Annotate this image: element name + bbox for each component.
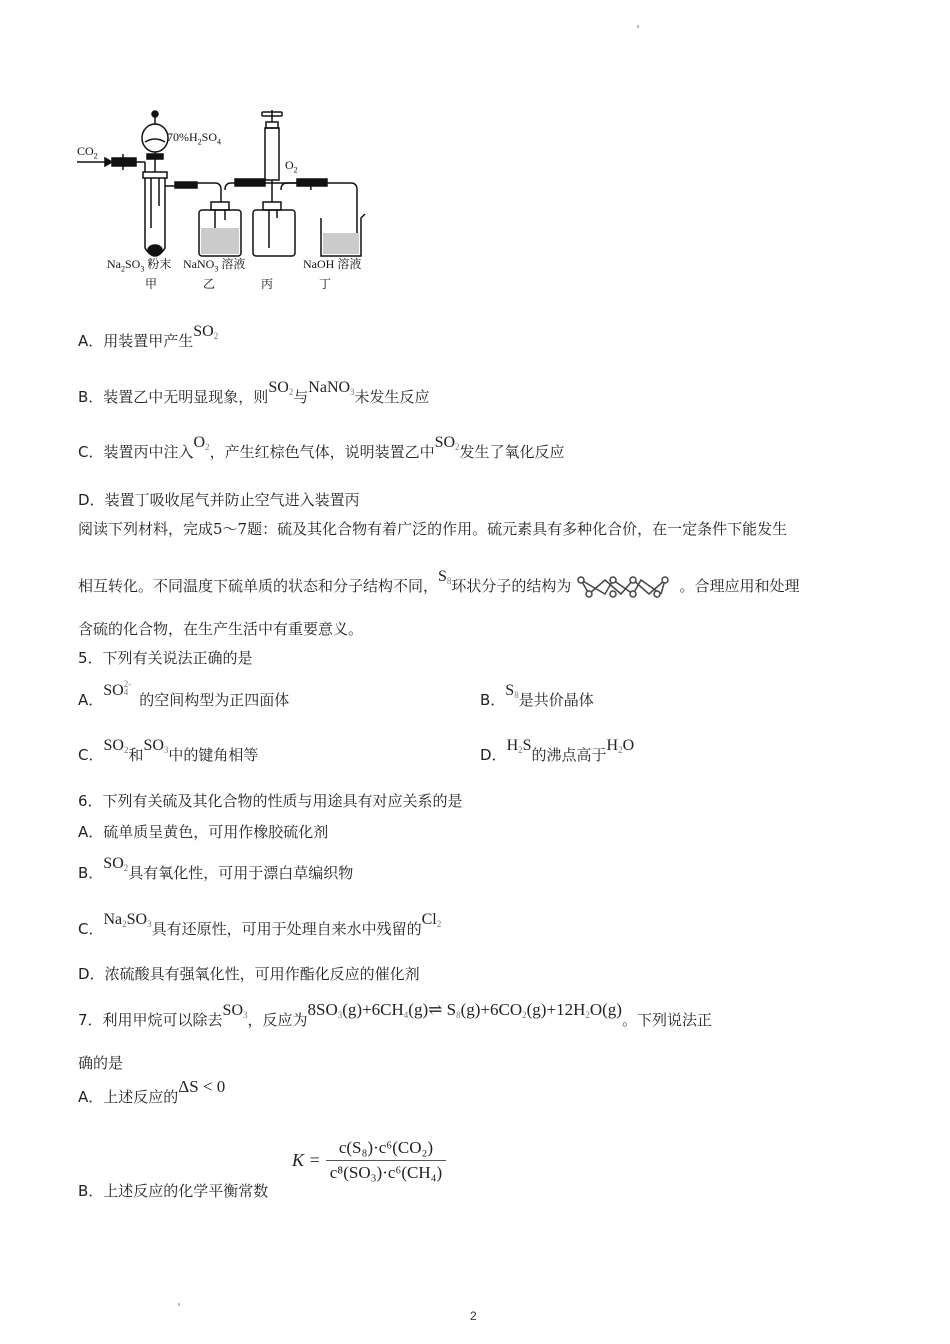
passage-text: 。合理应用和处理	[679, 577, 800, 595]
q4-option-d	[78, 490, 360, 510]
formula: NaNO$_3$	[308, 379, 355, 397]
q4-option-a	[78, 323, 219, 356]
option-text: 上述反应的化学平衡常数	[103, 1182, 269, 1200]
reagent-label-ding: NaOH 溶液	[303, 257, 362, 271]
q4-option-b	[78, 379, 430, 412]
q7-stem-line-1	[78, 1000, 712, 1035]
option-label: D．	[78, 965, 105, 983]
q7-stem-line-2: 确的是	[78, 1054, 124, 1072]
apparatus-name-bing: 丙	[261, 277, 274, 291]
formula: $Na_2SO_3$	[103, 911, 152, 929]
apparatus-name-yi: 乙	[203, 277, 216, 291]
q7-option-b	[78, 1181, 268, 1201]
q6-option-d	[78, 964, 420, 984]
q5-stem: 5．下列有关说法正确的是	[78, 649, 253, 667]
apparatus-illustration	[75, 108, 385, 268]
option-text: ，产生红棕色气体，说明装置乙中	[209, 443, 435, 461]
formula: $O_2$	[193, 434, 210, 452]
option-label: B．	[78, 1182, 104, 1200]
option-text: 具有还原性，可用于处理自来水中残留的	[151, 920, 422, 938]
formula: $S_8$	[438, 568, 452, 586]
option-text: 的沸点高于	[531, 746, 607, 764]
formula: $SO_2$	[434, 434, 460, 452]
page-number: 2	[470, 1309, 477, 1323]
option-text: 装置丁吸收尾气并防止空气进入装置丙	[104, 491, 360, 509]
formula: $SO_3$	[143, 737, 169, 755]
option-text: 是共价晶体	[518, 691, 594, 709]
option-text: 中的键角相等	[168, 746, 259, 764]
q4-option-c	[78, 434, 565, 467]
passage-line-3: 含硫的化合物，在生产生活中有重要意义。	[78, 620, 364, 638]
formula: SO 2- 4	[103, 679, 132, 699]
formula: $SO_2$	[103, 855, 129, 873]
option-label: D．	[480, 746, 507, 764]
q5-option-c	[78, 737, 259, 770]
reagent-label-yi: NaNO$_3$ 溶液	[183, 257, 246, 274]
option-label: C．	[78, 746, 104, 764]
passage-line-1: 阅读下列材料，完成5～7题：硫及其化合物有着广泛的作用。硫元素具有多种化合价，在一定条件下能发生	[78, 520, 788, 538]
option-label: B．	[78, 864, 104, 882]
option-text: 装置乙中无明显现象，则	[103, 388, 269, 406]
option-text: 的空间构型为正四面体	[139, 691, 290, 709]
fraction	[326, 1138, 446, 1183]
reaction-equation: $8SO_3(g)+6CH_4(g)\rightleftharpoons$ $S_8(g)+6CO_2(g)+12H_2O(g)$	[307, 1000, 622, 1020]
q6-option-c	[78, 911, 442, 944]
q5-option-a	[78, 679, 290, 711]
o2-label: $O_2$	[285, 158, 298, 175]
option-text: 硫单质呈黄色，可用作橡胶硫化剂	[103, 823, 329, 841]
option-label: A．	[78, 1088, 104, 1106]
formula: $SO_2$	[193, 323, 219, 341]
option-label: B．	[480, 691, 506, 709]
option-label: A．	[78, 691, 104, 709]
q7-option-a	[78, 1077, 226, 1107]
q5-option-d	[480, 737, 635, 770]
scan-artifact	[637, 25, 639, 28]
question-text: ，反应为	[247, 1011, 308, 1029]
option-text: 用装置甲产生	[103, 332, 194, 350]
option-text: 上述反应的	[103, 1088, 179, 1106]
passage-line-2	[78, 568, 800, 601]
option-label: A．	[78, 332, 104, 350]
option-label: C．	[78, 443, 104, 461]
formula: $Cl_2$	[421, 911, 442, 929]
question-text: 。下列说法正	[621, 1011, 712, 1029]
formula: $S_8$	[505, 682, 519, 700]
q6-option-b	[78, 855, 354, 888]
option-label: A．	[78, 823, 104, 841]
option-label: D．	[78, 491, 105, 509]
formula: $SO_3$	[222, 1002, 248, 1020]
co2-label: $CO_2$	[77, 144, 98, 161]
option-text: 未发生反应	[354, 388, 430, 406]
option-text: 与	[293, 388, 309, 406]
q6-stem: 6．下列有关硫及其化合物的性质与用途具有对应关系的是	[78, 792, 463, 810]
fraction-numerator: c(S₈)·c⁶(CO₂)	[326, 1138, 446, 1161]
fraction-denominator: c⁸(SO₃)·c⁶(CH₄)	[329, 1163, 443, 1182]
acid-label: $70\%H_2SO_4$	[167, 130, 222, 147]
equilibrium-constant-formula	[292, 1138, 446, 1183]
q5-option-b	[480, 682, 594, 715]
option-text: 发生了氧化反应	[459, 443, 565, 461]
apparatus-diagram	[75, 108, 385, 298]
formula: $SO_2$	[103, 737, 129, 755]
k-symbol: K =	[292, 1150, 321, 1170]
question-text: 7．利用甲烷可以除去	[78, 1011, 223, 1029]
option-text: 和	[128, 746, 144, 764]
s8-ring-structure-icon	[577, 574, 673, 600]
option-text: 浓硫酸具有强氧化性，可用作酯化反应的催化剂	[104, 965, 420, 983]
apparatus-name-ding: 丁	[319, 277, 332, 291]
q6-option-a	[78, 822, 328, 842]
passage-text: 环状分子的结构为	[451, 577, 572, 595]
option-label: C．	[78, 920, 104, 938]
apparatus-name-jia: 甲	[145, 277, 158, 291]
reagent-label-jia: $Na_2SO_3$ 粉末	[107, 257, 172, 274]
formula: $H_2S$	[506, 737, 532, 755]
option-text: 具有氧化性，可用于漂白草编织物	[128, 864, 354, 882]
scan-artifact	[178, 1303, 180, 1306]
formula: ΔS < 0	[178, 1077, 226, 1096]
option-text: 装置丙中注入	[103, 443, 194, 461]
formula: $H_2O$	[606, 737, 635, 755]
formula: $SO_2$	[268, 379, 294, 397]
option-label: B．	[78, 388, 104, 406]
passage-text: 相互转化。不同温度下硫单质的状态和分子结构不同，	[78, 577, 439, 595]
